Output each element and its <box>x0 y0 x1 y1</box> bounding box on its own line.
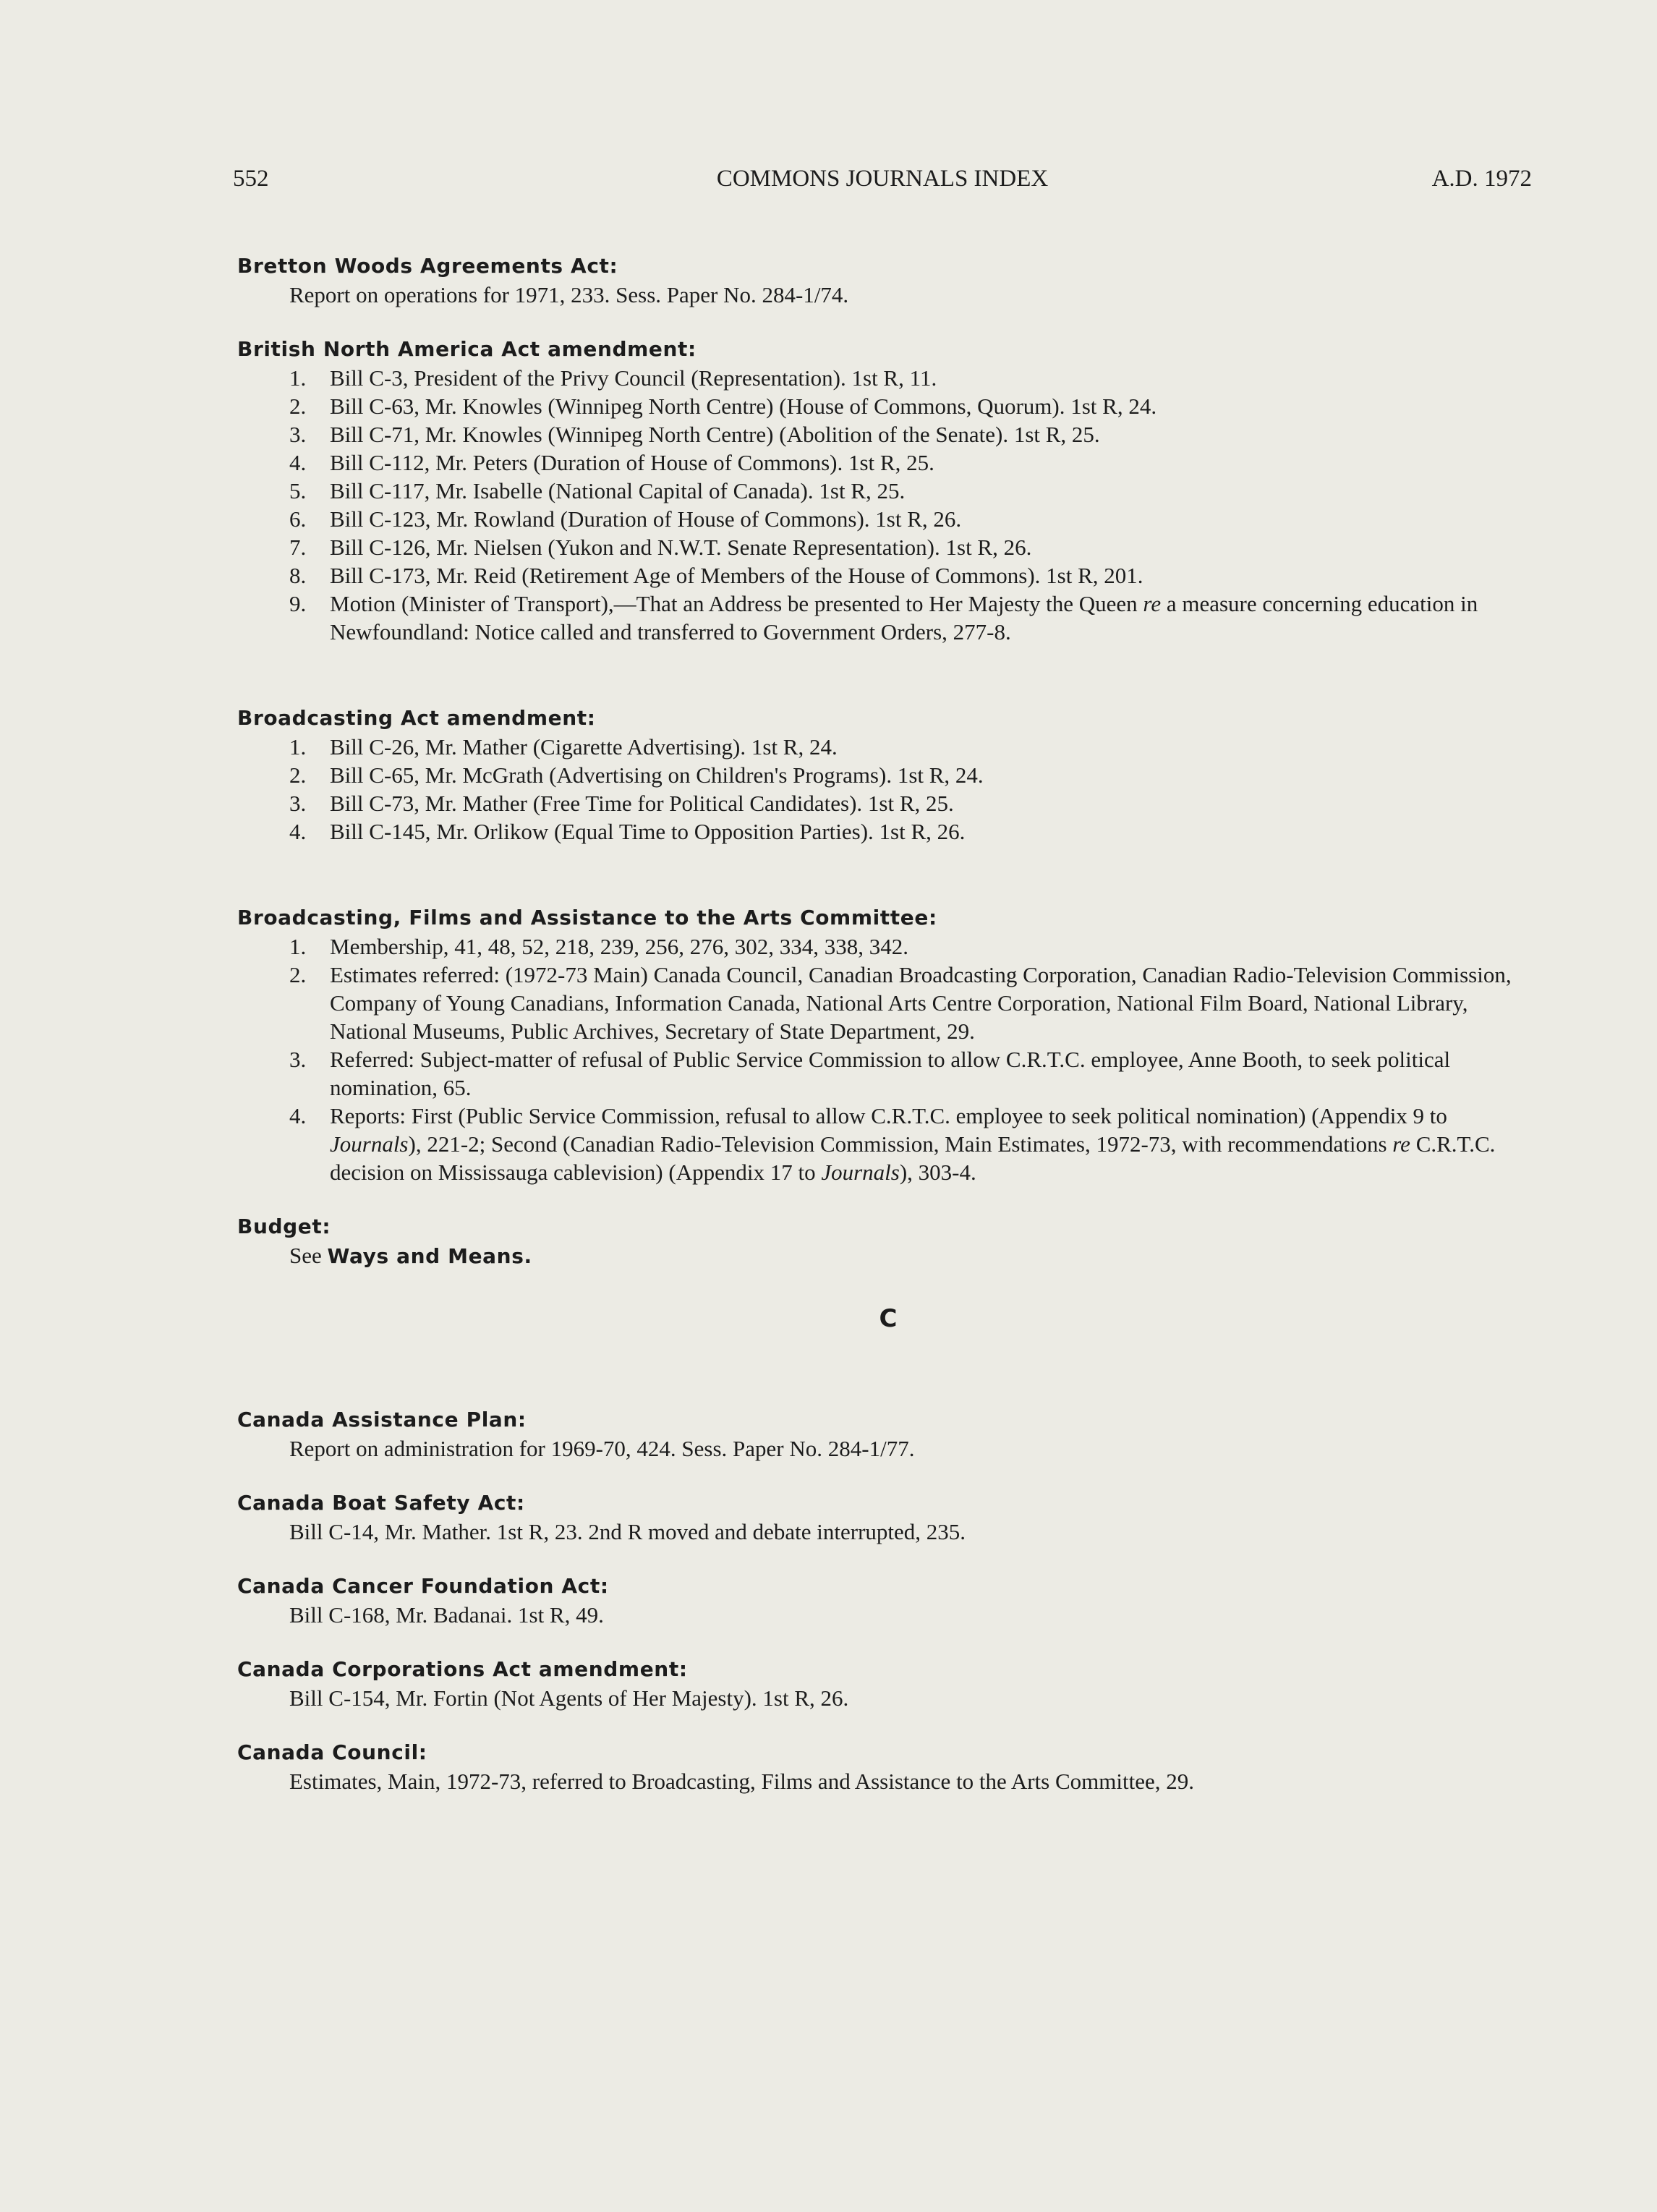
entry-heading: Budget: <box>237 1215 331 1238</box>
list-item: 3. Referred: Subject-matter of refusal of Public Service Commission to allow C.R.T.C. employee, Anne Booth, to seek political nomination, 65. <box>289 1047 1451 1100</box>
entry-line: Report on administration for 1969-70, 424. Sess. Paper No. 284-1/77. <box>289 1436 915 1461</box>
entry-heading: Canada Assistance Plan: <box>237 1408 527 1432</box>
entry-heading: Bretton Woods Agreements Act: <box>237 254 618 278</box>
list-item: 5. Bill C-117, Mr. Isabelle (National Capital of Canada). 1st R, 25. <box>289 478 906 503</box>
entry-heading: Canada Boat Safety Act: <box>237 1491 525 1515</box>
list-item: 4. Bill C-145, Mr. Orlikow (Equal Time to Opposition Parties). 1st R, 26. <box>289 819 966 844</box>
index-content <box>237 252 1539 1821</box>
list-item: 3. Bill C-71, Mr. Knowles (Winnipeg North Centre) (Abolition of the Senate). 1st R, 25. <box>289 422 1100 447</box>
list-item: 2. Bill C-63, Mr. Knowles (Winnipeg North Centre) (House of Commons, Quorum). 1st R, 24. <box>289 394 1157 419</box>
section-letter: C <box>879 1304 898 1333</box>
list-item: 6. Bill C-123, Mr. Rowland (Duration of House of Commons). 1st R, 26. <box>289 506 962 532</box>
index-entry-bretton-woods <box>237 252 1539 309</box>
entry-line: Estimates, Main, 1972-73, referred to Broadcasting, Films and Assistance to the Arts Committee, 29. <box>289 1769 1194 1794</box>
page-number: 552 <box>233 166 269 192</box>
index-entry-broadcasting-committee <box>237 903 1539 1186</box>
index-entry-bna-act <box>237 335 1539 646</box>
entry-line: Report on operations for 1971, 233. Sess. Paper No. 284-1/74. <box>289 282 849 307</box>
page-year: A.D. 1972 <box>1431 166 1532 192</box>
list-item: 7. Bill C-126, Mr. Nielsen (Yukon and N.W.T. Senate Representation). 1st R, 26. <box>289 535 1032 560</box>
entry-heading: Canada Corporations Act amendment: <box>237 1657 688 1681</box>
index-entry-canada-corporations-act <box>237 1655 1539 1712</box>
entry-line: Bill C-14, Mr. Mather. 1st R, 23. 2nd R moved and debate interrupted, 235. <box>289 1519 966 1544</box>
list-item: 8. Bill C-173, Mr. Reid (Retirement Age of Members of the House of Commons). 1st R, 201. <box>289 563 1143 588</box>
see-target: Ways and Means. <box>327 1244 532 1268</box>
page-title: COMMONS JOURNALS INDEX <box>716 166 1049 192</box>
list-item: 2. Estimates referred: (1972-73 Main) Canada Council, Canadian Broadcasting Corporation, Canadian Radio-Television Commission, Company of Young Canadians, Information Canada, National Arts Centre Corporation, National Film Board, National Library, National Museums, Public Archives, Secretary of State Department, 29. <box>289 962 1512 1044</box>
index-entry-canada-assistance-plan <box>237 1405 1539 1463</box>
see-label: See <box>289 1243 322 1268</box>
index-entry-broadcasting-act <box>237 704 1539 846</box>
list-item: 4. Reports: First (Public Service Commission, refusal to allow C.R.T.C. employee to seek political nomination) (Appendix 9 to Journals), 221-2; Second (Canadian Radio-Television Commission, Main Estimates, 1972-73, with recommendations re C.R.T.C. decision on Mississauga cablevision) (Appendix 17 to Journals), 303-4. <box>289 1103 1496 1185</box>
cross-reference <box>237 1241 1539 1270</box>
entry-heading: Canada Council: <box>237 1740 427 1764</box>
index-entry-canada-cancer-foundation-act <box>237 1572 1539 1629</box>
list-item: 4. Bill C-112, Mr. Peters (Duration of House of Commons). 1st R, 25. <box>289 450 934 475</box>
index-entry-canada-boat-safety-act <box>237 1489 1539 1546</box>
entry-line: Bill C-168, Mr. Badanai. 1st R, 49. <box>289 1602 604 1628</box>
list-item: 1. Bill C-26, Mr. Mather (Cigarette Advertising). 1st R, 24. <box>289 734 838 760</box>
entry-heading: Canada Cancer Foundation Act: <box>237 1574 609 1598</box>
entry-heading: Broadcasting, Films and Assistance to the Arts Committee: <box>237 906 937 930</box>
entry-heading: British North America Act amendment: <box>237 337 697 361</box>
running-head <box>233 165 1532 197</box>
entry-heading: Broadcasting Act amendment: <box>237 706 596 730</box>
list-item: 2. Bill C-65, Mr. McGrath (Advertising on Children's Programs). 1st R, 24. <box>289 762 984 788</box>
index-entry-canada-council <box>237 1738 1539 1795</box>
list-item: 1. Membership, 41, 48, 52, 218, 239, 256, 276, 302, 334, 338, 342. <box>289 934 908 959</box>
list-item: 3. Bill C-73, Mr. Mather (Free Time for Political Candidates). 1st R, 25. <box>289 791 954 816</box>
list-item: 9. Motion (Minister of Transport),—That an Address be presented to Her Majesty the Queen re a measure concerning education in Newfoundland: Notice called and transferred to Government Orders, 277-8. <box>289 591 1478 645</box>
index-entry-budget <box>237 1212 1539 1270</box>
entry-line: Bill C-154, Mr. Fortin (Not Agents of Her Majesty). 1st R, 26. <box>289 1685 849 1711</box>
list-item: 1. Bill C-3, President of the Privy Council (Representation). 1st R, 11. <box>289 365 937 391</box>
